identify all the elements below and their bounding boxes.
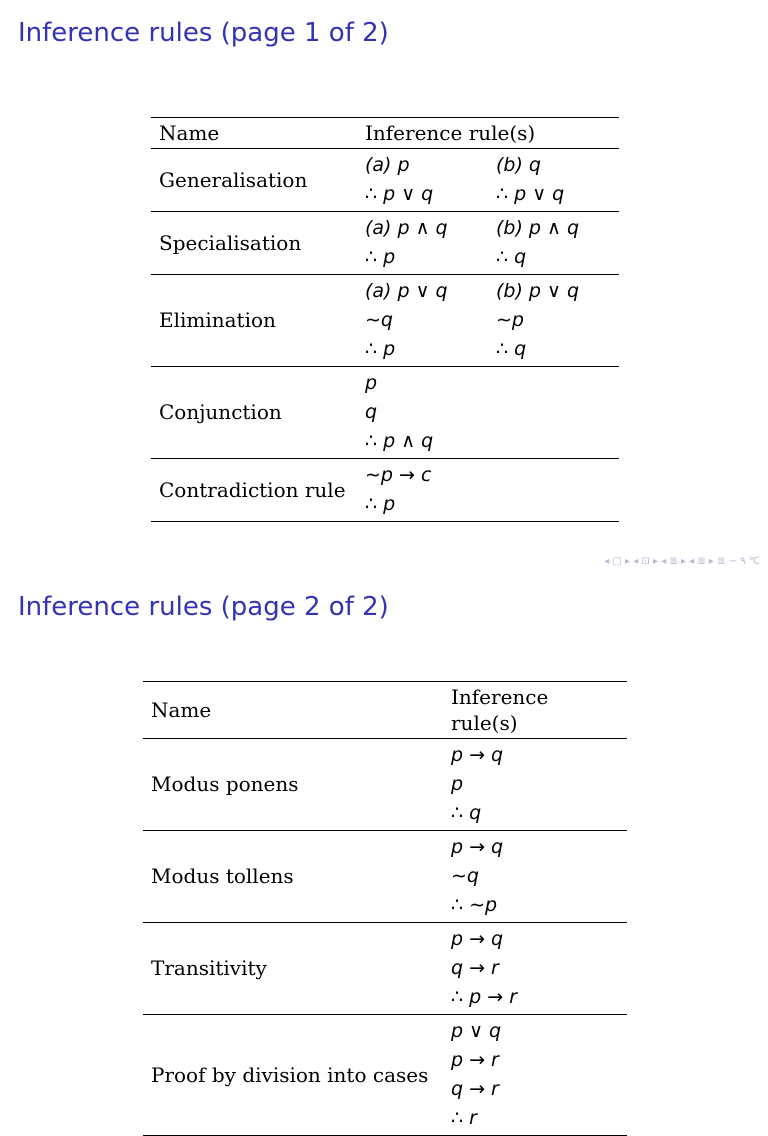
rule-text: ∴ p ∨ q	[365, 183, 434, 205]
rule-text: ∴ q	[496, 246, 527, 268]
rule-name: Transitivity	[151, 956, 267, 980]
rule-line	[365, 277, 611, 306]
rule-body	[357, 367, 619, 459]
rule-text: ∼p → c	[365, 464, 432, 486]
rule-line	[451, 741, 619, 770]
header-rules: Inference rule(s)	[357, 118, 619, 149]
rule-line	[365, 306, 611, 335]
rule-text: ∴ p → r	[451, 986, 517, 1008]
header-name: Name	[151, 118, 357, 149]
rule-line	[365, 243, 611, 272]
table-row	[151, 459, 619, 522]
rule-text: p → q	[451, 836, 504, 858]
rule-line	[365, 369, 611, 398]
rule-text: ∴ ∼p	[451, 894, 498, 916]
rule-line	[365, 335, 611, 364]
rule-name: Modus ponens	[151, 772, 299, 796]
rule-text: p → q	[451, 928, 504, 950]
rule-line	[451, 983, 619, 1012]
rule-text: ∴ q	[451, 802, 482, 824]
rule-text: p	[451, 773, 464, 795]
rule-text: q	[365, 401, 378, 423]
rule-text: p	[365, 372, 378, 394]
slide-2	[0, 580, 768, 1129]
rule-name: Modus tollens	[151, 864, 294, 888]
table-row	[143, 739, 627, 831]
rule-name: Proof by division into cases	[151, 1062, 429, 1087]
rule-body	[357, 212, 619, 275]
table-header-row	[151, 118, 619, 149]
rule-line	[451, 1104, 619, 1133]
rule-body	[357, 459, 619, 522]
rule-line	[451, 862, 619, 891]
rule-text: p → q	[451, 744, 504, 766]
rule-text: ∼q	[365, 309, 393, 331]
rule-line	[451, 954, 619, 983]
rule-name: Conjunction	[159, 400, 282, 424]
rule-name: Contradiction rule	[159, 477, 346, 502]
table-row	[143, 1015, 627, 1136]
rule-body	[357, 149, 619, 212]
rule-text: q → r	[451, 1078, 499, 1100]
rule-line	[365, 214, 611, 243]
rule-line	[365, 461, 611, 490]
rule-line	[451, 925, 619, 954]
header-name: Name	[143, 682, 443, 739]
rule-text: ∴ p	[365, 493, 396, 515]
rule-text: (b) p ∨ q	[496, 280, 580, 302]
rule-text: (a) p ∧ q	[365, 217, 448, 239]
table-row	[143, 923, 627, 1015]
inference-rules-table	[143, 681, 627, 1136]
rule-line	[451, 833, 619, 862]
table-row	[151, 367, 619, 459]
rule-body	[443, 739, 627, 831]
rule-text: ∴ p ∧ q	[365, 430, 434, 452]
rule-line	[365, 398, 611, 427]
rule-text: (a) p ∨ q	[365, 280, 448, 302]
rule-line	[451, 799, 619, 828]
rule-text: ∴ q	[496, 338, 527, 360]
rule-line	[451, 1046, 619, 1075]
rule-line	[451, 770, 619, 799]
rule-text: ∴ p	[365, 246, 396, 268]
rule-line	[365, 180, 611, 209]
header-rules: Inference rule(s)	[443, 682, 627, 739]
rule-text: ∼p	[496, 309, 524, 331]
rule-name: Specialisation	[159, 230, 302, 255]
rule-text: ∼q	[451, 865, 479, 887]
rule-line	[451, 1017, 619, 1046]
table-row	[151, 212, 619, 275]
rule-name: Elimination	[159, 308, 276, 332]
table-row	[151, 149, 619, 212]
rule-text: (b) q	[496, 154, 541, 176]
rule-text: (a) p	[365, 154, 410, 176]
rule-text: ∴ r	[451, 1107, 477, 1129]
rule-text: q → r	[451, 957, 499, 979]
rule-body	[443, 1015, 627, 1136]
table-row	[151, 275, 619, 367]
slide-title: Inference rules (page 1 of 2)	[18, 18, 389, 48]
rule-body	[357, 275, 619, 367]
table-row	[143, 831, 627, 923]
rule-line	[451, 1075, 619, 1104]
rule-line	[451, 891, 619, 920]
rule-text: ∴ p ∨ q	[496, 183, 565, 205]
rule-text: (b) p ∧ q	[496, 217, 580, 239]
rule-text: p → r	[451, 1049, 499, 1071]
inference-rules-table	[151, 117, 619, 522]
rule-line	[365, 427, 611, 456]
rule-name: Generalisation	[159, 167, 308, 192]
table-header-row	[143, 682, 627, 739]
beamer-navigation-bar[interactable]: ◂ □ ▸ ◂ ⊡ ▸ ◂ ≣ ▸ ◂ ≣ ▸ ≣ ∽ ۹ ℃	[604, 556, 760, 567]
slide-title: Inference rules (page 2 of 2)	[18, 592, 389, 622]
rule-line	[365, 151, 611, 180]
rule-text: p ∨ q	[451, 1020, 502, 1042]
rule-text: ∴ p	[365, 338, 396, 360]
rule-line	[365, 490, 611, 519]
rule-body	[443, 923, 627, 1015]
rule-body	[443, 831, 627, 923]
